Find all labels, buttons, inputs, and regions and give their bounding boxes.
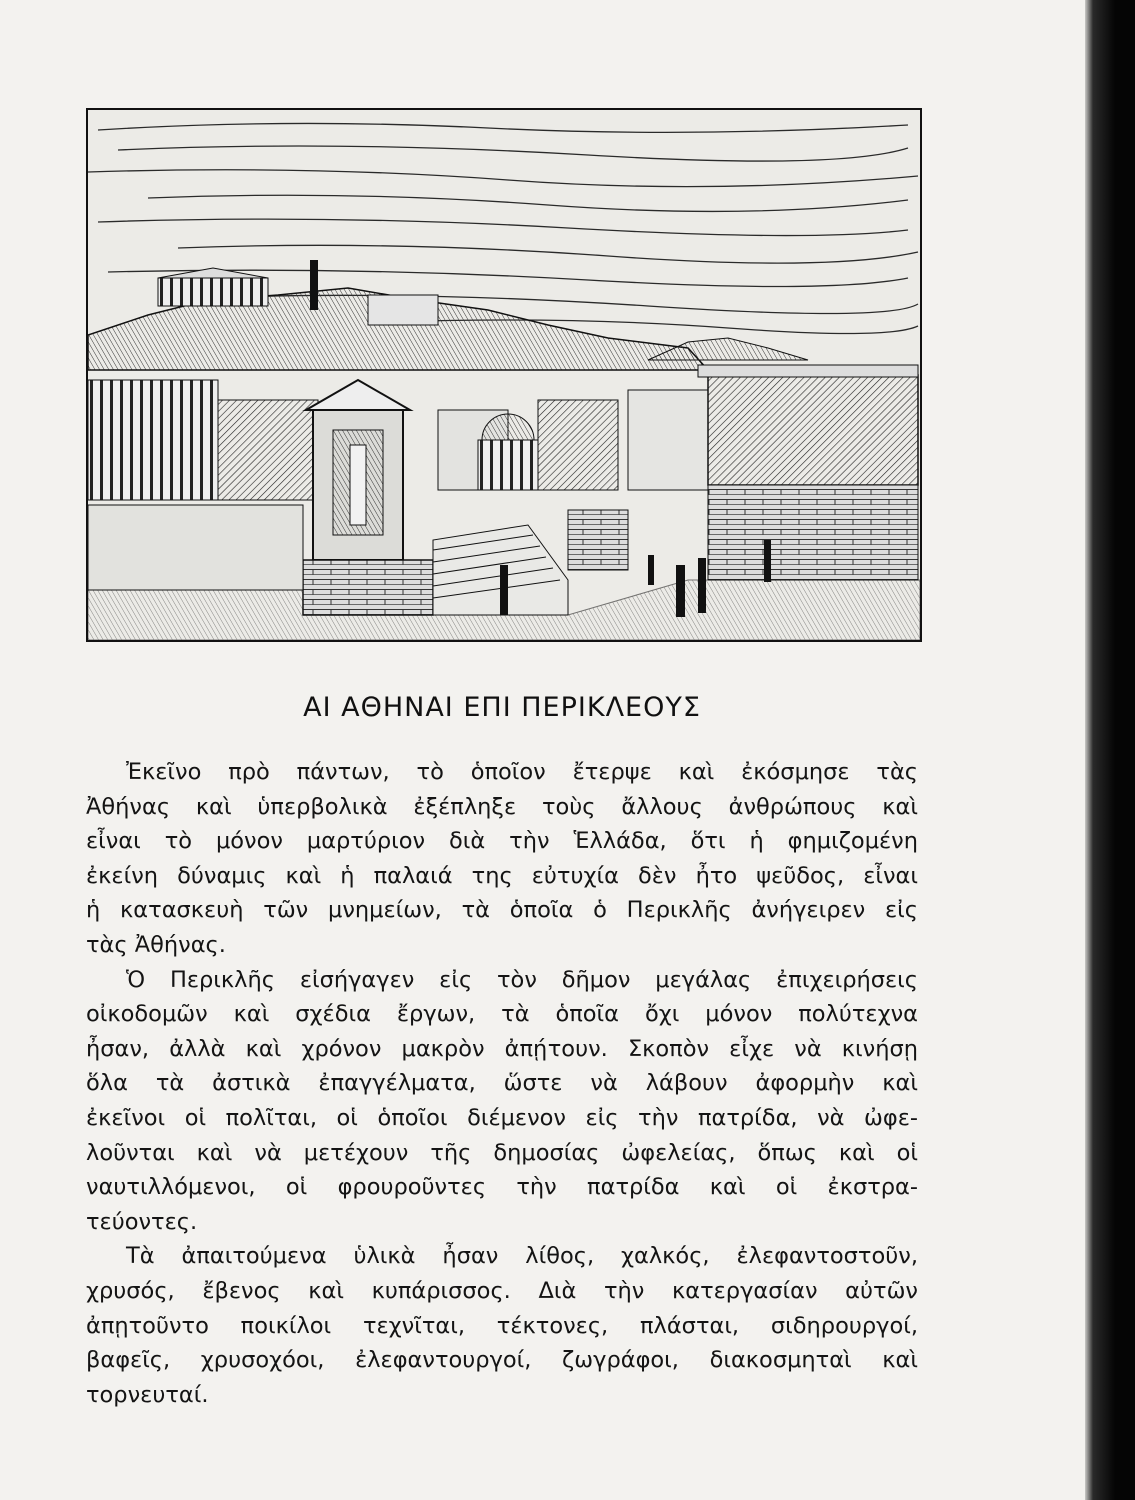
- text-line: Τὰ ἀπαιτούμενα ὑλικὰ ἦσαν λίθος, χαλκός, ἐλεφαντοστοῦν,: [126, 1243, 918, 1270]
- text-line: λοῦνται καὶ νὰ μετέχουν τῆς δημοσίας ὠφελείας, ὅπως καὶ οἱ: [86, 1139, 918, 1166]
- page-title: ΑΙ ΑΘΗΝΑΙ ΕΠΙ ΠΕΡΙΚΛΕΟΥΣ: [303, 692, 701, 723]
- text-line: τὰς Ἀθήνας.: [86, 931, 226, 958]
- text-line: βαφεῖς, χρυσοχόοι, ἐλεφαντουργοί, ζωγράφοι, διακοσμηταὶ καὶ: [86, 1347, 918, 1374]
- text-line: τεύοντες.: [86, 1208, 198, 1235]
- paragraph-1: [86, 755, 918, 963]
- paragraph-3: [86, 1239, 918, 1412]
- text-line: Ἐκεῖνο πρὸ πάντων, τὸ ὁποῖον ἔτερψε καὶ ἐκόσμησε τὰς: [126, 759, 918, 785]
- text-line: ναυτιλλόμενοι, οἱ φρουροῦντες τὴν πατρίδα καὶ οἱ ἐκστρα-: [86, 1174, 918, 1201]
- text-line: ἐκεῖνοι οἱ πολῖται, οἱ ὁποῖοι διέμενον εἰς τὴν πατρίδα, νὰ ὠφε-: [86, 1104, 918, 1131]
- page-edge-shadow: [1085, 0, 1135, 1500]
- illustration-ancient-athens: [86, 108, 922, 642]
- text-line: οἰκοδομῶν καὶ σχέδια ἔργων, τὰ ὁποῖα ὄχι μόνον πολύτεχνα: [86, 1001, 918, 1028]
- text-line: εἶναι τὸ μόνον μαρτύριον διὰ τὴν Ἑλλάδα, ὅτι ἡ φημιζομένη: [86, 828, 918, 855]
- engraving-agora-acropolis-icon: [88, 110, 920, 640]
- text-line: ἀπῃτοῦντο ποικίλοι τεχνῖται, τέκτονες, πλάσται, σιδηρουργοί,: [86, 1312, 918, 1339]
- text-line: Ὁ Περικλῆς εἰσήγαγεν εἰς τὸν δῆμον μεγάλας ἐπιχειρήσεις: [126, 966, 918, 993]
- text-line: χρυσός, ἔβενος καὶ κυπάρισσος. Διὰ τὴν κατεργασίαν αὐτῶν: [86, 1277, 918, 1304]
- text-line: ἦσαν, ἀλλὰ καὶ χρόνον μακρὸν ἀπῄτουν. Σκοπὸν εἶχε νὰ κινήσῃ: [86, 1035, 918, 1062]
- text-line: Ἀθήνας καὶ ὑπερβολικὰ ἐξέπληξε τοὺς ἄλλους ἀνθρώπους καὶ: [86, 793, 918, 820]
- text-line: τορνευταί.: [86, 1381, 209, 1408]
- text-line: ὅλα τὰ ἀστικὰ ἐπαγγέλματα, ὥστε νὰ λάβουν ἀφορμὴν καὶ: [86, 1070, 918, 1097]
- text-line: ἐκείνη δύναμις καὶ ἡ παλαιά της εὐτυχία δὲν ἦτο ψεῦδος, εἶναι: [86, 862, 918, 889]
- text-line: ἡ κατασκευὴ τῶν μνημείων, τὰ ὁποῖα ὁ Περικλῆς ἀνήγειρεν εἰς: [86, 897, 918, 924]
- paragraph-2: [86, 963, 918, 1240]
- body-text: [86, 755, 918, 1412]
